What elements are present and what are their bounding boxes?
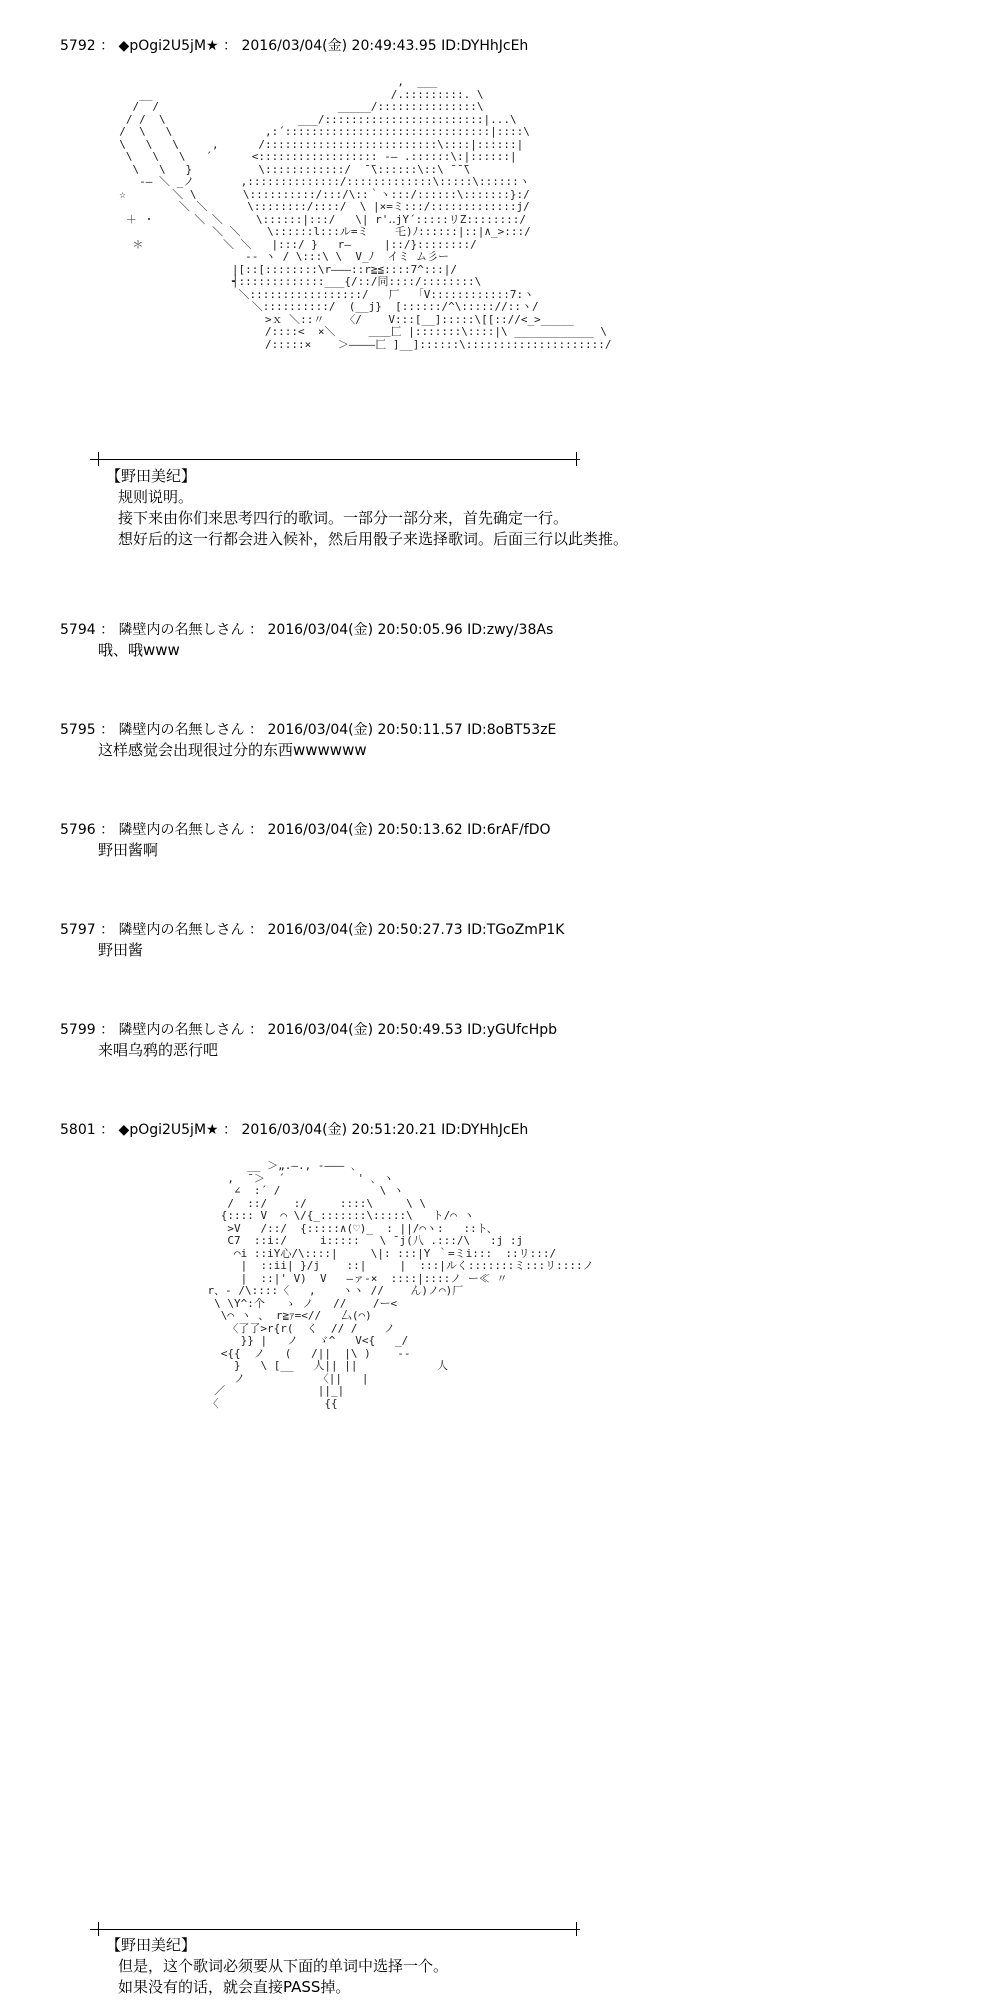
poster-name[interactable]: ◆pOgi2U5jM★: [118, 1122, 219, 1138]
thread-page: [10, 0, 1000, 2000]
separator: ：: [249, 1022, 263, 1038]
separator: ：: [249, 622, 263, 638]
post-line: 规则说明。: [118, 488, 194, 506]
poster-name[interactable]: 隣壁内の名無しさん: [118, 822, 245, 838]
ascii-art-noda-2: __ ＞„.―., ‐――― ､ , ̄ ＞ ´ ' ､ ヽ ∠ :´ / \ ヽ / ::/ :/ ::::\ \ \ {:::: V ⌒ \/{_:::::::\:::::\ ト/⌒ ヽ >V /::/ {:::::∧(♡)_ : ||/⌒ヽ: ::ト、 C7 ::i:/ i::::: \ ̄ j(八 .:::/\ :j :j ⌒i ::iY心/\::::| \|: :::|Y ｀=ミi::: ::リ:::/ | ::ii| }/j ::| | :::|ルく:::::::ミ:::リ::::ノ | ::|' V) V ―ァ‐× ::::|::::ノ ー≪ 〃 r、- /\::::〈 , ヽヽ // ん)ノ⌒)厂 \ \Y^:个 ゝ ノ // /ー< \⌒ ヽ 、 r≧ｧ=<// 厶(⌒) 〈了了>r{r( く // / ノ }} | ノ ゞ^ V<{ _/ <{{ ノ ( /|| |\ ) ‐‐ } \ [__ 人|| || 人 ノ 〈|| | ／ ||_| 〈 {{: [207, 1159, 594, 1410]
poster-id[interactable]: ID:6rAF/fDO: [467, 822, 551, 838]
divider-line: [90, 1929, 580, 1930]
separator: ：: [249, 722, 263, 738]
post-5801-body: [106, 1935, 1000, 1997]
post-header: [60, 1020, 960, 1040]
separator: ：: [249, 922, 263, 938]
poster-name[interactable]: 隣壁内の名無しさん: [118, 622, 245, 638]
post-header: [60, 620, 960, 640]
post-datetime: 2016/03/04(金) 20:50:13.62: [267, 822, 463, 838]
post-datetime: 2016/03/04(金) 20:50:11.57: [267, 722, 463, 738]
post-line: 哦、哦www: [98, 641, 180, 659]
separator: ：: [100, 922, 115, 938]
post-datetime: 2016/03/04(金) 20:50:27.73: [267, 922, 463, 938]
post-number: 5794: [60, 622, 96, 638]
separator: ：: [223, 1122, 238, 1138]
divider-tick-left: [98, 452, 99, 466]
post-line: 来唱乌鸦的恶行吧: [98, 1041, 219, 1059]
poster-id[interactable]: ID:8oBT53zE: [467, 722, 557, 738]
divider-line: [90, 459, 580, 460]
separator: ：: [100, 1022, 115, 1038]
post-header: [60, 1120, 960, 1140]
post-header: [60, 36, 960, 56]
separator: ：: [100, 822, 115, 838]
post-line: 这样感觉会出现很过分的东西wwwwww: [98, 741, 367, 759]
separator: ：: [223, 38, 238, 54]
post-5795: [60, 720, 960, 760]
post-datetime: 2016/03/04(金) 20:50:05.96: [267, 622, 463, 638]
speaker-label: 【野田美纪】: [106, 1936, 197, 1954]
post-datetime: 2016/03/04(金) 20:50:49.53: [267, 1022, 463, 1038]
post-number: 5792: [60, 38, 96, 54]
post-line: 但是，这个歌词必须要从下面的单词中选择一个。: [118, 1957, 449, 1975]
post-datetime: 2016/03/04(金) 20:51:20.21: [241, 1122, 437, 1138]
post-line: 野田酱: [98, 941, 144, 959]
post-5792: [60, 36, 960, 56]
post-header: [60, 920, 960, 940]
post-line: 接下来由你们来思考四行的歌词。一部分一部分来，首先确定一行。: [118, 509, 569, 527]
post-number: 5801: [60, 1122, 96, 1138]
poster-name[interactable]: ◆pOgi2U5jM★: [118, 38, 219, 54]
ascii-art-noda-1: , ___ __ /.:::::::::. \ / / _____/:::::::::::::::\ / / \ ___/::::::::::::::::::::::::|...\ / \ \ ,:´:::::::::::::::::::::::::::::::|::::\ \ \ \ , /::::::::::::::::::::::::::\::::|::::::| \ \ \ ´ <:::::::::::::::::: ‐― .::::::\:|::::::| \ \ } \::::::::::::/ ̄ ̄\::::::\::\ ̄ ̄ ̄\ ‐― ＼ _ノ ,::::::::::::::/:::::::::::::\:::::\::::::ヽ ☆ ＼ \ \::::::::::/:::/\::｀ヽ:::/::::::\:::::::}:/ ＼ ＼ \::::::::/::::/ \ |×=ミ:::/:::::::::::::j/ ＋ ・ ＼ ＼ \::::::|:::/ \| r'‥jY´:::::リZ::::::::/ ＼ ＼ \::::::l:::ル=ミ 乇)ﾉ::::::|::|∧_>:::/ ＊ ＼ ＼ |:::/ } r― |::/}::::::::/ -‐ ヽ / \:::\ \ V_ﾉ イミ ム彡ー |[::[::::::::\r―――::r≧≦::::7^:::|/ ┥:::::::::::::___{/::/同::::/::::::::\ ＼:::::::::::::::::/ 厂 「V::::::::::::7:ヽ ＼::::::::::/ (__j} [::::::/^\::::://::ヽ/ >ｘ ＼::〃 〈/ V:::[__]:::::\[[:://<_>_____ /::::< ×＼ ＿＿匚 |:::::::\::::|\ ____________ \ /:::::× ＞――――匚 ]__]::::::\:::::::::::::::::::::/: [119, 75, 612, 351]
post-datetime: 2016/03/04(金) 20:49:43.95: [241, 38, 437, 54]
post-number: 5796: [60, 822, 96, 838]
post-5796: [60, 820, 960, 860]
post-line: 如果没有的话，就会直接PASS掉。: [118, 1978, 351, 1996]
poster-id[interactable]: ID:yGUfcHpb: [467, 1022, 558, 1038]
separator: ：: [100, 722, 115, 738]
post-5799: [60, 1020, 960, 1060]
poster-id[interactable]: ID:TGoZmP1K: [467, 922, 565, 938]
separator: ：: [100, 1122, 115, 1138]
divider-tick-left: [98, 1922, 99, 1936]
post-number: 5797: [60, 922, 96, 938]
poster-id[interactable]: ID:zwy/38As: [467, 622, 554, 638]
post-5794: [60, 620, 960, 660]
post-5797: [60, 920, 960, 960]
separator: ：: [249, 822, 263, 838]
poster-name[interactable]: 隣壁内の名無しさん: [118, 1022, 245, 1038]
poster-id[interactable]: ID:DYHhJcEh: [441, 1122, 529, 1138]
post-5792-body: [106, 466, 1000, 549]
divider-tick-right: [576, 1922, 577, 1936]
post-5801: [60, 1120, 960, 1140]
separator: ：: [100, 38, 115, 54]
separator: ：: [100, 622, 115, 638]
post-number: 5795: [60, 722, 96, 738]
poster-name[interactable]: 隣壁内の名無しさん: [118, 722, 245, 738]
post-header: [60, 820, 960, 840]
speaker-label: 【野田美纪】: [106, 467, 197, 485]
poster-name[interactable]: 隣壁内の名無しさん: [118, 922, 245, 938]
poster-id[interactable]: ID:DYHhJcEh: [441, 38, 529, 54]
post-header: [60, 720, 960, 740]
post-number: 5799: [60, 1022, 96, 1038]
post-line: 想好后的这一行都会进入候补，然后用骰子来选择歌词。后面三行以此类推。: [118, 530, 629, 548]
divider-tick-right: [576, 452, 577, 466]
post-line: 野田酱啊: [98, 841, 159, 859]
